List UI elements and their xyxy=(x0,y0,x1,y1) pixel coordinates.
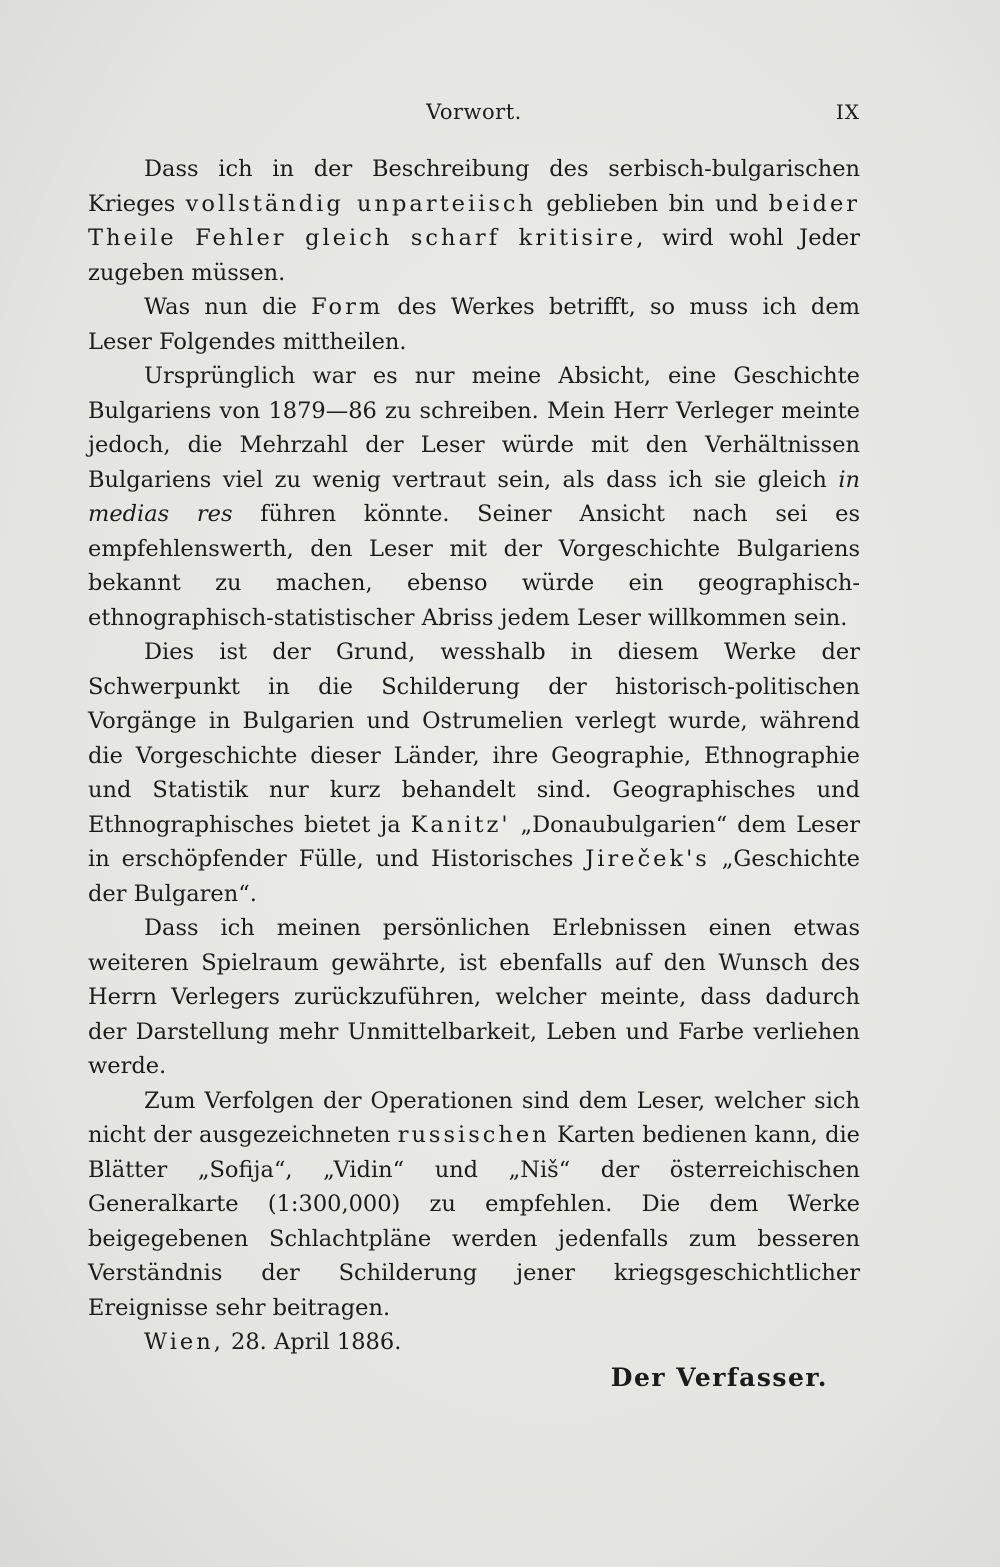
text-run: „Geschichte der Bulgaren“. xyxy=(88,846,861,907)
text-run: geblieben bin und xyxy=(536,190,769,217)
author-signature: Der Verfasser. xyxy=(610,1363,828,1392)
emphasis-spaced: russischen xyxy=(397,1122,550,1148)
text-run: Dies ist der Grund, wesshalb in diesem Werke der Schwerpunkt in die Schilderung der historisch-politischen Vorgänge in Bulgarien und Ostrumelien verlegt wurde, während die Vorgeschichte dieser Länder, ihre Geographie, Ethnographie und Statistik nur kurz behandelt sind. Geographisches und Ethnographisches bietet ja xyxy=(88,639,860,838)
text-run: Dass ich in der Beschreibung des serbisch-bulgarischen Krieges xyxy=(88,156,860,217)
emphasis-spaced: Form xyxy=(311,294,384,320)
preface-text xyxy=(88,152,860,1360)
paragraph-2 xyxy=(88,290,860,359)
text-run: Dass ich meinen persönlichen Erlebnissen einen etwas weiteren Spielraum gewährte, ist ebenfalls auf den Wunsch des Herrn Verlegers zurückzuführen, welcher meinte, dass dadurch der Darstellung mehr Unmittelbarkeit, Leben und Farbe verliehen werde. xyxy=(88,915,860,1079)
emphasis-spaced: vollständig unparteiisch xyxy=(185,190,536,217)
paragraph-1 xyxy=(88,152,860,290)
page-number: IX xyxy=(835,100,860,124)
place-date-line xyxy=(88,1325,860,1360)
emphasis-italic: in medias res xyxy=(88,466,860,527)
paragraph-6 xyxy=(88,1084,860,1326)
text-run: Zum Verfolgen der Operationen sind dem Leser, welcher sich nicht der ausgezeichneten xyxy=(88,1087,860,1148)
paragraph-4 xyxy=(88,635,860,911)
text-run: Ursprünglich war es nur meine Absicht, eine Geschichte Bulgariens von 1879—86 zu schreiben. Mein Herr Verleger meinte jedoch, die Mehrzahl der Leser würde mit den Verhältnissen Bulgariens viel zu wenig vertraut sein, als dass ich sie gleich xyxy=(88,363,860,493)
running-title: Vorwort. xyxy=(426,100,522,124)
place: Wien, xyxy=(144,1329,224,1355)
page-header xyxy=(88,100,860,132)
text-run: wird wohl Jeder zugeben müssen. xyxy=(88,225,860,286)
date: 28. April 1886. xyxy=(223,1329,402,1355)
emphasis-spaced: Jireček's xyxy=(585,846,710,872)
text-run: Was nun die xyxy=(144,294,312,320)
text-run: Karten bedienen kann, die Blätter „Sofija“, „Vidin“ und „Niš“ der österreichischen Generalkarte (1:300,000) zu empfehlen. Die dem Werke beigegebenen Schlachtpläne werden jedenfalls zum besseren Verständnis der Schilderung jener kriegsgeschichtlicher Ereignisse sehr beitragen. xyxy=(88,1122,860,1321)
paragraph-3 xyxy=(88,359,860,635)
emphasis-spaced: Kanitz' xyxy=(410,811,511,838)
paragraph-5 xyxy=(88,911,860,1084)
text-run: des Werkes betrifft, so muss ich dem Leser Folgendes mittheilen. xyxy=(88,294,860,355)
emphasis-spaced: beider Theile Fehler gleich scharf kritisire, xyxy=(88,190,861,251)
text-run: führen könnte. Seiner Ansicht nach sei es empfehlenswerth, den Leser mit der Vorgeschichte Bulgariens bekannt zu machen, ebenso würde ein geographisch-ethnographisch-statistischer Abriss jedem Leser willkommen sein. xyxy=(88,501,860,631)
text-run: „Donaubulgarien“ dem Leser in erschöpfender Fülle, und Historisches xyxy=(88,811,860,872)
